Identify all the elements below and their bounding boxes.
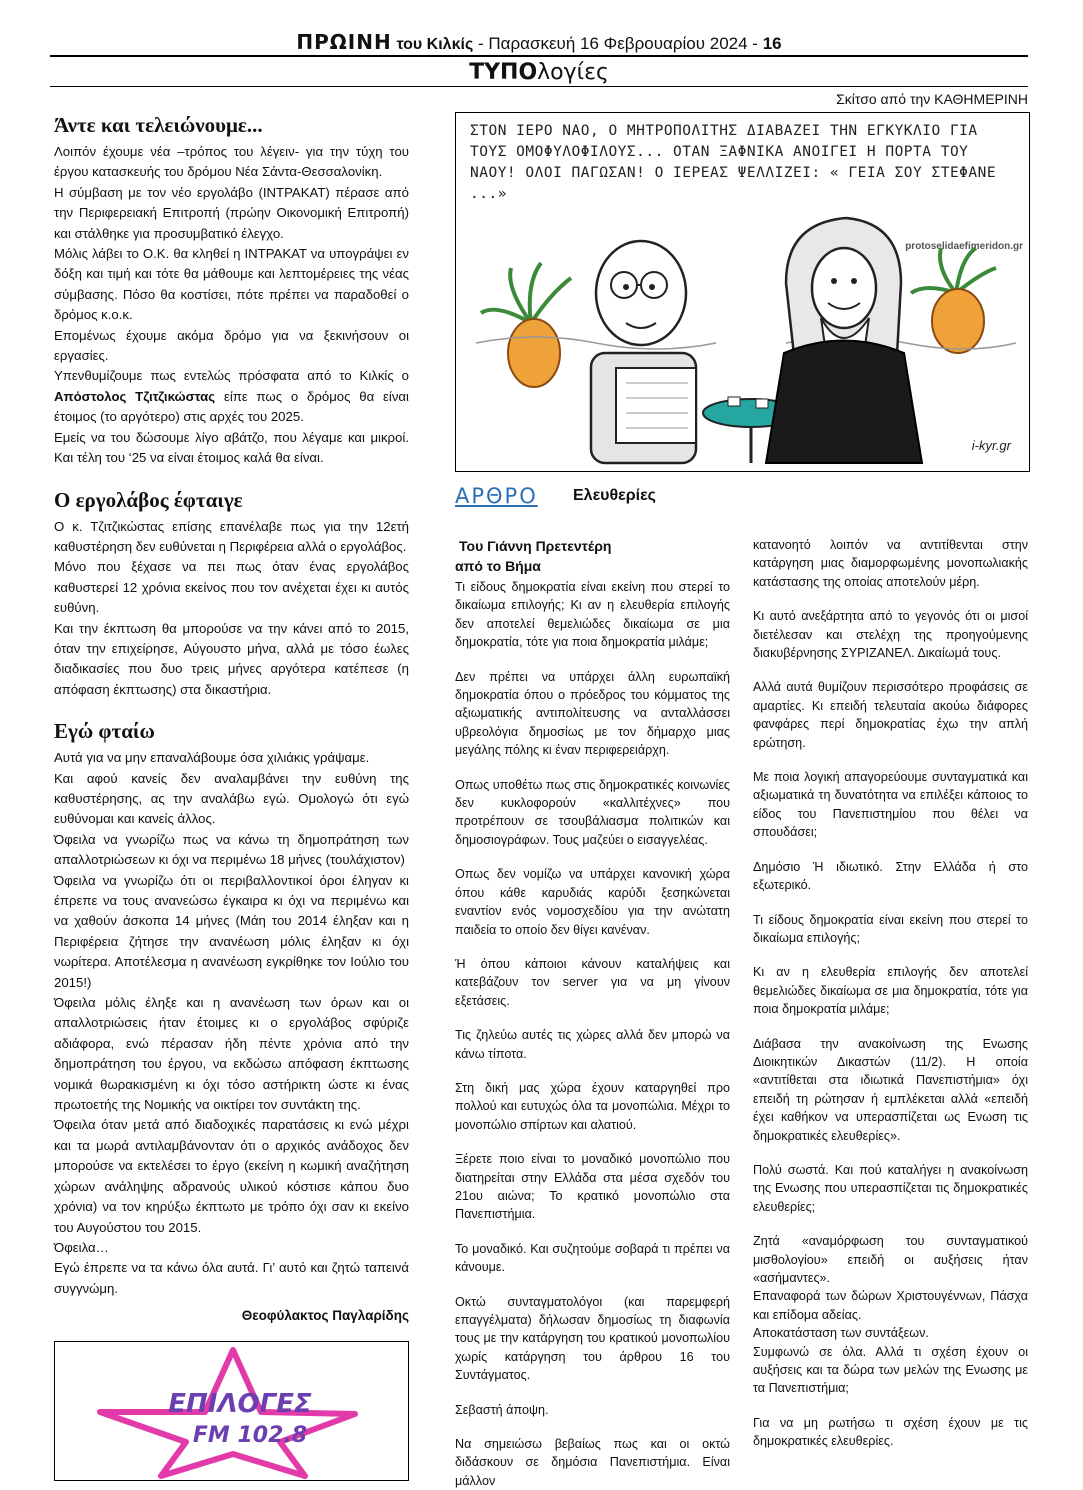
section-title-light: λογίες bbox=[537, 60, 609, 85]
story-3-p1: Αυτά για να μην επαναλάβουμε όσα χιλιάκις γράψαμε. bbox=[54, 750, 370, 766]
article-c2-p4: Με ποια λογική απαγορεύουμε συνταγματικά και αξιωματικά τη δυνατότητα να επιλέξει κάποιος το είδος του Πανεπιστημίου που θέλει να σπουδάσει; bbox=[753, 770, 1028, 840]
story-1-p1: Λοιπόν έχουμε νέα –τρόπος του λέγειν- για την τύχη του έργου κατασκευής του δρόμου Νέα Σάντα-Θεσσαλονίκη. bbox=[54, 144, 409, 180]
author-line-1: Του Γιάννη Πρετεντέρη bbox=[459, 538, 612, 554]
story-3-p8: Εγώ έπρεπε να τα κάνω όλα αυτά. Γι’ αυτό και ζητώ ταπεινά συγγνώμη. bbox=[54, 1260, 409, 1296]
cartoon-credit: Σκίτσο από την ΚΑΘΗΜΕΡΙΝΗ bbox=[836, 91, 1028, 107]
story-1-p3: Μόλις λάβει το Ο.Κ. θα κληθεί η INTPAKAT να υπογράψει εν δόξη και τιμή και τότε θα μάθουμε και λεπτομέρειες της νέας σύμβασης. Πόσο θα κοστίσει, πότε πρέπει να παραδοθεί ο δρόμος κ.ο.κ. bbox=[54, 246, 409, 323]
article-c2-p11: Επαναφορά των δώρων Χριστουγέννων, Πάσχα και επίδομα αδείας. bbox=[753, 1289, 1028, 1322]
article-c2-p14: Για να μη ρωτήσω τι σχέση έχουν με τις δημοκρατικές ελευθερίες. bbox=[753, 1415, 1028, 1449]
issue-date: Παρασκευή 16 Φεβρουαρίου 2024 bbox=[488, 34, 748, 53]
article-header bbox=[455, 484, 1028, 510]
article-c2-p7: Κι αν η ελευθερία επιλογής δεν αποτελεί θεμελιώδες δικαίωμα σε μια δημοκρατία, τότε για ποια δημοκρατία μιλάμε; bbox=[753, 965, 1028, 1017]
radio-name: ΕΠΙΛΟΓΕΣ bbox=[168, 1389, 312, 1420]
section-title-bold: ΤΥΠΟ bbox=[469, 60, 538, 85]
left-column bbox=[54, 112, 409, 1481]
story-1 bbox=[54, 112, 409, 469]
story-2-title: Ο εργολάβος έφταιγε bbox=[54, 487, 243, 512]
article-c2-p9: Πολύ σωστά. Και πού καταλήγει η ανακοίνωση της Ενωσης που υπερασπίζεται τις δημοκρατικές ελευθερίες; bbox=[753, 1162, 1028, 1214]
story-1-p5-text: Υπενθυμίζουμε πως εντελώς πρόσφατα από το Κιλκίς ο bbox=[54, 368, 409, 384]
radio-advert bbox=[54, 1341, 409, 1481]
story-1-p6: Εμείς να του δώσουμε λίγο αβάτζο, που λέγαμε και μικροί. Και τέλη του ‘25 να είναι έτοιμος καλά θα είναι. bbox=[54, 429, 409, 466]
story-2-p3: Και την έκπτωση θα μπορούσε να την κάνει από το 2015, όταν την επιχείρησε, Αύγουστο μήνα, αλλά με τόσο έωλες διαδικασίες που δυο τρεις μήνες αργότερα κατέπεσε (η απόφαση έκπτωσης) στα δικαστήρια. bbox=[54, 620, 409, 697]
cartoon bbox=[455, 112, 1030, 472]
article-c1-p1: Τι είδους δημοκρατία είναι εκείνη που στερεί το δικαίωμα επιλογής; Κι αν η ελευθερία επιλογής δεν αποτελεί θεμελιώδες δικαίωμα σε μια δημοκρατία, τότε για ποια δημοκρατία μιλάμε; bbox=[455, 580, 730, 650]
plant-right-icon bbox=[911, 248, 996, 353]
newspaper-town: του Κιλκίς bbox=[396, 36, 474, 53]
article-c1-p4: Οπως δεν νομίζω να υπάρχει κανονική χώρα όπου κάθε καρυδιάς καρύδι ξεσηκώνεται εναντίον ενός νομοσχεδίου για την ανώτατη παιδεία το οποίο δεν θίγει κανέναν. bbox=[455, 867, 730, 937]
cartoon-caption: ΣΤΟΝ ΙΕΡΟ ΝΑΟ, Ο ΜΗΤΡΟΠΟΛΙΤΗΣ ΔΙΑΒΑΖΕΙ ΤΗΝ ΕΓΚΥΚΛΙΟ ΓΙΑ ΤΟΥΣ ΟΜΟΦΥΛΟΦΙΛΟΥΣ... ΟΤΑΝ ΞΑΦΝΙΚΑ ΑΝΟΙΓΕΙ Η ΠΟΡΤΑ ΤΟΥ ΝΑΟΥ! ΟΛΟΙ ΠΑΓΩΣΑΝ! Ο ΙΕΡΕΑΣ ΨΕΛΛΙΖΕΙ: « ΓΕΙΑ ΣΟΥ ΣΤΕΦΑΝΕ ...» bbox=[470, 123, 997, 202]
story-1-p5-name: Απόστολος Τζιτζικώστας bbox=[54, 388, 216, 404]
story-3-signature: Θεοφύλακτος Παγλαρίδης bbox=[241, 1308, 409, 1324]
star-logo-icon bbox=[55, 1342, 408, 1480]
article-c1-p6: Τις ζηλεύω αυτές τις χώρες αλλά δεν μπορώ να κάνω τίποτα. bbox=[455, 1028, 730, 1061]
plant-left-icon bbox=[481, 263, 571, 387]
article-c2-p6: Τι είδους δημοκρατία είναι εκείνη που στερεί το δικαίωμα επιλογής; bbox=[753, 912, 1028, 945]
story-2-p1: Ο κ. Τζιτζικώστας επίσης επανέλαβε πως για την 12ετή καθυστέρηση δεν ευθύνεται η Περιφέρεια αλλά ο εργολάβος. bbox=[54, 518, 409, 554]
figure-priest-icon bbox=[766, 218, 922, 463]
story-2 bbox=[54, 487, 409, 701]
story-1-p5-rest: είπε πως ο δρόμος θα είναι έτοιμος (το αργότερο) στις αρχές του 2025. bbox=[54, 388, 409, 425]
article-c2-p2: Κι αυτό ανεξάρτητα από το γεγονός ότι οι μισοί διετέλεσαν και στελέχη της προηγούμενης διακυβέρνησης ΣΥΡΙΖΑΝΕΛ. Δικαίωμά τους. bbox=[753, 609, 1028, 661]
page-number: 16 bbox=[762, 34, 782, 53]
figure-reader-icon bbox=[591, 241, 696, 463]
story-3-p4: Όφειλα να γνωρίζω ότι οι περιβαλλοντικοί όροι έληγαν κι έπρεπε να τους ανανεώσω έγκαιρα κι όχι να περιμένω και να χαθούν άσκοπα 14 μήνες (Μάη του 2014 έληξαν και η Περιφέρεια ζήτησε την ανανέωση μόλις έληξαν κι όχι νωρίτερα. Αποτέλεσμα η ανανέωση εγκρίθηκε τον Ιούλιο του 2015!) bbox=[54, 872, 409, 990]
article-c1-p2: Δεν πρέπει να υπάρχει άλλη ευρωπαϊκή δημοκρατία όπου ο πρόεδρος του κόμματος της αξιωματικής αντιπολίτευσης να ανταλλάσσει υβρεολόγια δημοσίως με τον δήμαρχο μιας μεγάλης πόλης κι έναν περιφερειάρχη. bbox=[455, 669, 730, 758]
author-line-2: από το Βήμα bbox=[455, 558, 541, 574]
article-c2-p10: Ζητά «αναμόρφωση του συνταγματικού μισθολογίου» επειδή οι αυξήσεις ήταν «ασήμαντες». bbox=[753, 1234, 1028, 1285]
watermark: protoselidaefimeridon.gr bbox=[905, 241, 1023, 252]
radio-frequency: FM 102.8 bbox=[192, 1423, 308, 1449]
story-3-title: Εγώ φταίω bbox=[54, 719, 155, 744]
header-separator-2: - bbox=[747, 34, 763, 53]
article-c1-p12: Να σημειώσω βεβαίως πως και οι οκτώ διδάσκουν σε δημόσια Πανεπιστήμια. Είναι μάλλον bbox=[455, 1437, 730, 1488]
page-header bbox=[50, 30, 1028, 54]
cartoon-signature: i-kyr.gr bbox=[971, 438, 1011, 453]
article-c1-p11: Σεβαστή άποψη. bbox=[455, 1402, 549, 1417]
story-1-title: Άντε και τελειώνουμε... bbox=[54, 113, 263, 137]
section-rule bbox=[50, 86, 1028, 87]
article-c1-p7: Στη δική μας χώρα έχουν καταργηθεί προ πολλού και ευτυχώς όλα τα μονοπώλια. Μέχρι το μονοπώλιο σπίρτων και αλατιού. bbox=[455, 1080, 730, 1132]
article-c1-p10: Οκτώ συνταγματολόγοι (και παρεμφερή επαγγέλματα) δήλωσαν δημοσίως τη διαφωνία τους με την κατάργηση του κρατικού μονοπωλίου χωρίς κατάργηση του άρθρου 16 του Συντάγματος. bbox=[455, 1294, 730, 1383]
newspaper-name: ΠΡΩΙΝΗ bbox=[296, 30, 392, 54]
header-rule bbox=[50, 55, 1028, 57]
article-c2-p8: Διάβασα την ανακοίνωση της Ενωσης Διοικητικών Δικαστών (11/2). Η οποία «αντιτίθεται στα ιδιωτικά Πανεπιστήμια» όχι επειδή τη ρώτησαν ή εμπλέκεται αλλά «επειδή έχει καθήκον να υπερασπίζεται ως Ενωση τις δημοκρατικές ελευθερίες». bbox=[753, 1036, 1028, 1143]
article-c1-p5: Ή όπου κάποιοι κάνουν καταλήψεις και κατεβάζουν τον server για να μη γίνουν εξετάσεις. bbox=[455, 956, 730, 1008]
article-c1-p9: Το μοναδικό. Και συζητούμε σοβαρά τι πρέπει να κάνουμε. bbox=[455, 1241, 730, 1275]
story-1-p4: Επομένως έχουμε ακόμα δρόμο για να ξεκινήσουν οι εργασίες. bbox=[54, 327, 409, 364]
article-c2-p1: κατανοητό λοιπόν να αντιτίθενται στην κατάργηση μιας διαμορφωμένης μονοπωλιακής κατάστασης της οποίας αποτελούν μέρη. bbox=[753, 538, 1028, 589]
article-c2-p13: Συμφωνώ σε όλα. Αλλά τι σχέση έχουν οι αυξήσεις και τα δώρα των μελών της Ενωσης με τα Πανεπιστήμια; bbox=[753, 1344, 1028, 1396]
article-c2-p12: Αποκατάσταση των συντάξεων. bbox=[753, 1326, 929, 1341]
header-separator: - bbox=[473, 34, 489, 53]
story-3 bbox=[54, 718, 409, 1327]
article-author bbox=[455, 536, 730, 576]
story-3-p7: Όφειλα… bbox=[54, 1239, 109, 1255]
article-title: Ελευθερίες bbox=[573, 487, 656, 504]
section-title bbox=[50, 58, 1028, 88]
article-c1-p8: Ξέρετε ποιο είναι το μοναδικό μονοπώλιο που διατηρείται στην Ελλάδα στα μέσα σχεδόν του 21ου αιώνα; Το κρατικό μονοπώλιο στα Πανεπιστήμια. bbox=[455, 1152, 730, 1222]
story-2-p2: Μόνο που ξέχασε να πει πως όταν ένας εργολάβος καθυστερεί 12 χρόνια εκείνος που τον ανέχεται έχει κι αυτός ευθύνη. bbox=[54, 559, 409, 616]
story-3-p6: Όφειλα όταν μετά από διαδοχικές παρατάσεις κι ενώ μέχρι και τα μωρά αντιλαμβάνονταν ότι ο αρχικός ανάδοχος δεν μπορούσε να εκτελέσει το έργο (εκείνη η κωμική αναζήτηση χώρων ανάληψης αδρανούς υλικού κόστισε κάπου δυο χρόνια) να τον κηρύξω έκπτωτο με τρόπο όχι σαν κι εκείνο του Αυγούστου του 2015. bbox=[54, 1117, 409, 1235]
article-column-2 bbox=[753, 536, 1028, 1467]
cartoon-drawing bbox=[456, 113, 1029, 471]
story-3-p3: Όφειλα να γνωρίζω πως να κάνω τη δημοπράτηση των απαλλοτριώσεων κι όχι να περιμένω 18 μήνες (τουλάχιστον) bbox=[54, 831, 409, 868]
article-label: ΑΡΘΡΟ bbox=[455, 484, 538, 508]
article-column-1 bbox=[455, 536, 730, 1490]
story-3-p5: Όφειλα μόλις έληξε και η ανανέωση των όρων και οι απαλλοτριώσεις ήταν έτοιμες κι ο εργολάβος σφύριζε αδιάφορα, ενώ πέρασαν ήδη πέντε χρόνια από την δημοπράτηση του έργου, να εκδώσω απόφαση έκπτωσης νομικά θωρακισμένη κι όχι τόσο αστήρικτη ώστε κι ένας πρωτοετής της Νομικής να οικτίρει τον συντάκτη της. bbox=[54, 995, 409, 1113]
article-c1-p3: Οπως υποθέτω πως στις δημοκρατικές κοινωνίες δεν κυκλοφορούν «καλλιτέχνες» που προτρέπουν σε τσουβάλιασμα πολιτικών και δημοσιογράφων. Τους μαζεύει ο εισαγγελέας. bbox=[455, 777, 731, 847]
article-c2-p3: Αλλά αυτά θυμίζουν περισσότερο προφάσεις σε αμαρτίες. Κι επειδή τελευταία ακούω διάφορες φανφάρες περί δημοκρατίας έχω την απλή ερώτηση. bbox=[753, 680, 1028, 750]
story-1-p2: Η σύμβαση με τον νέο εργολάβο (ΙΝΤΡΑΚΑΤ) πέρασε από την Περιφερειακή Επιτροπή (πρώην Οικονομική Επιτροπή) και στάλθηκε για προσυμβατικό έλεγχο. bbox=[54, 184, 409, 241]
story-3-p2: Και αφού κανείς δεν αναλαμβάνει την ευθύνη της καθυστέρησης, ας την αναλάβω εγώ. Ομολογώ ότι εγώ ευθύνομαι και κανείς άλλος. bbox=[54, 770, 409, 827]
article-c2-p5: Δημόσιο Ή ιδιωτικό. Στην Ελλάδα ή στο εξωτερικό. bbox=[753, 859, 1028, 893]
story-1-p5 bbox=[54, 366, 409, 427]
